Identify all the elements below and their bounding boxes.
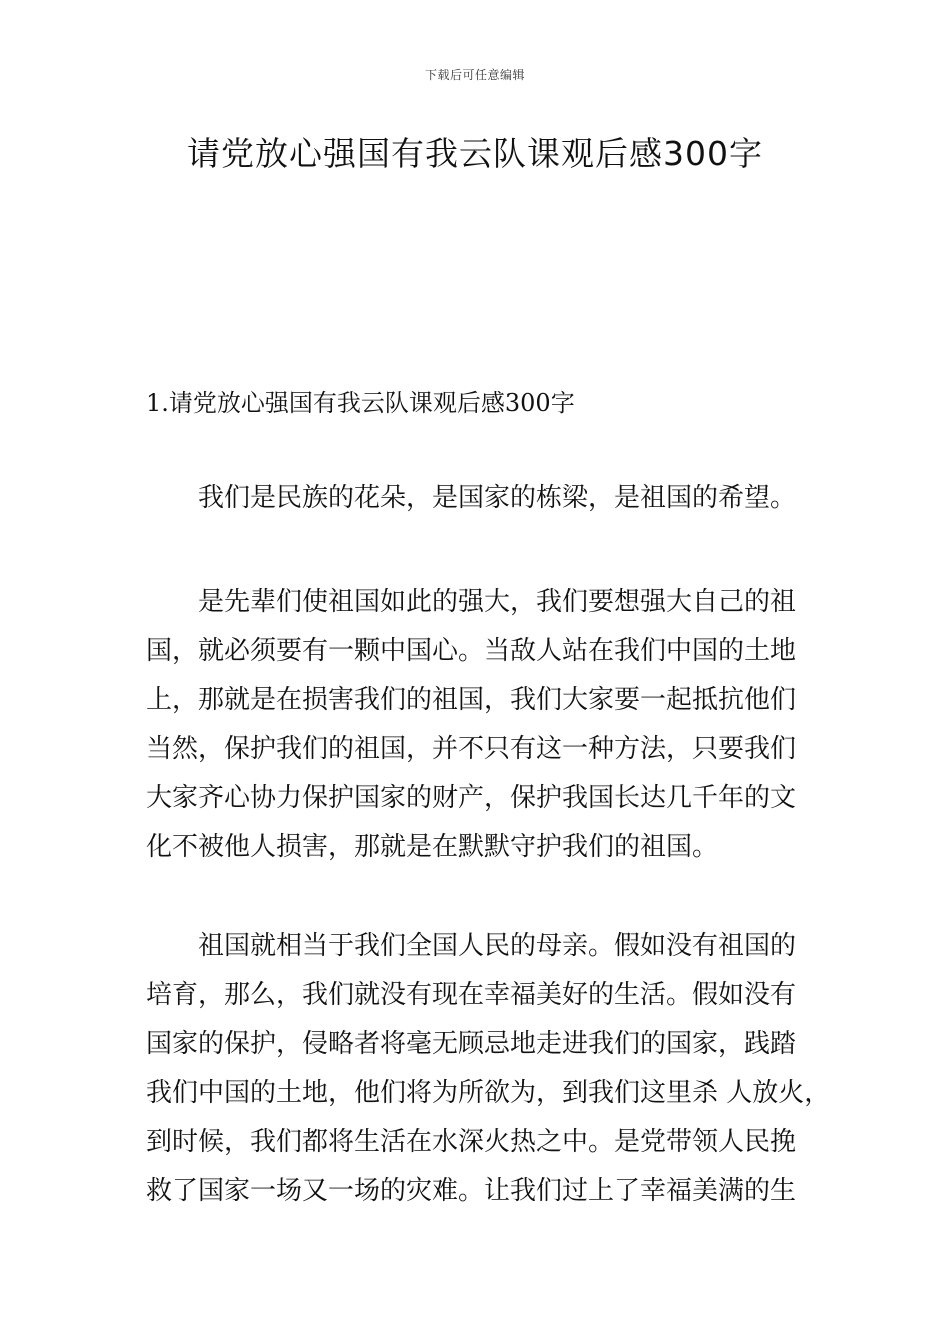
paragraph-line: 我们是民族的花朵，是国家的栋梁，是祖国的希望。: [198, 483, 797, 513]
paragraph-line: 祖国就相当于我们全国人民的母亲。假如没有祖国的: [198, 931, 797, 961]
paragraph-line: 是先辈们使祖国如此的强大，我们要想强大自己的祖: [198, 587, 797, 617]
header-note: 下载后可任意编辑: [424, 68, 525, 82]
paragraph-line: 国，就必须要有一颗中国心。当敌人站在我们中国的土地: [146, 636, 797, 666]
paragraph-line: 上，那就是在损害我们的祖国，我们大家要一起抵抗他们: [146, 685, 797, 715]
paragraph-line: 大家齐心协力保护国家的财产，保护我国长达几千年的文: [146, 783, 797, 813]
document-title: 请党放心强国有我云队课观后感300字: [187, 134, 763, 173]
paragraph-2: [146, 578, 826, 872]
paragraph-3: [146, 922, 831, 1216]
paragraph-line: 化不被他人损害，那就是在默默守护我们的祖国。: [146, 832, 719, 862]
paragraph-1: [146, 474, 826, 523]
paragraph-line: 当然，保护我们的祖国，并不只有这一种方法，只要我们: [146, 734, 797, 764]
paragraph-line: 培育，那么，我们就没有现在幸福美好的生活。假如没有: [146, 980, 797, 1010]
paragraph-line: 救了国家一场又一场的灾难。让我们过上了幸福美满的生: [146, 1176, 797, 1206]
section-heading: 1.请党放心强国有我云队课观后感300字: [146, 389, 575, 417]
paragraph-line: 到时候，我们都将生活在水深火热之中。是党带领人民挽: [146, 1127, 797, 1157]
paragraph-line: 国家的保护，侵略者将毫无顾忌地走进我们的国家，践踏: [146, 1029, 797, 1059]
paragraph-line: 我们中国的土地，他们将为所欲为，到我们这里杀 人放火，: [146, 1078, 831, 1108]
